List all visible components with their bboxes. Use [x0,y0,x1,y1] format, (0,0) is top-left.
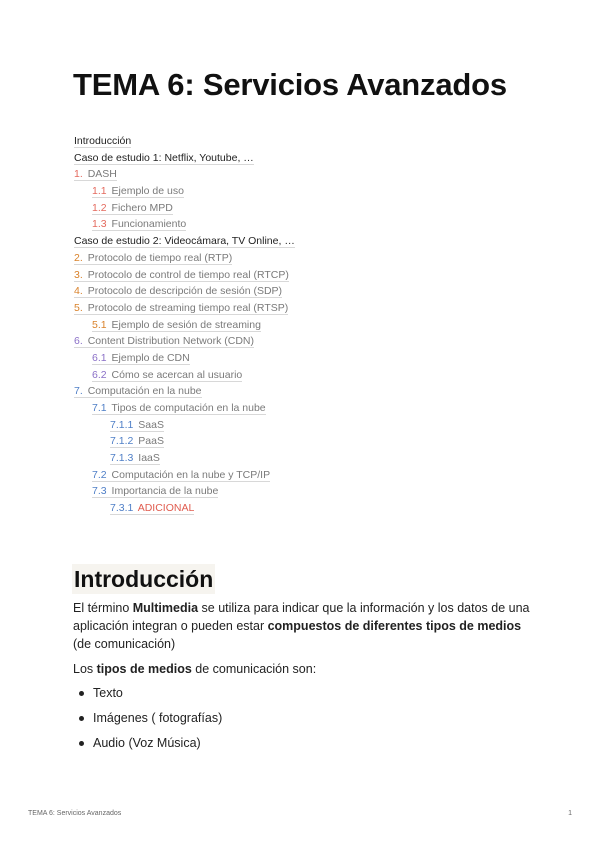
page-title: TEMA 6: Servicios Avanzados [73,67,507,102]
toc-text: Cómo se acercan al usuario [111,368,243,381]
toc-link[interactable] [74,385,202,398]
toc-link[interactable] [74,285,282,298]
toc-entry-1-3[interactable] [74,216,554,233]
toc-text: Computación en la nube y TCP/IP [111,468,271,481]
toc-link[interactable] [110,419,164,432]
list-item: Audio (Voz Música) [73,734,222,759]
bold-term: compuestos de diferentes tipos de medios [267,619,522,633]
toc-number: 1.1 [92,185,107,198]
page-number: 1 [568,810,572,817]
toc-number: 6.2 [92,368,107,381]
toc-text-adicional: ADICIONAL [137,502,195,515]
text-run: de comunicación son: [191,662,317,676]
toc-text: Introducción [74,135,132,147]
toc-entry-caso-2[interactable] [74,233,554,250]
toc-text: Protocolo de tiempo real (RTP) [87,251,233,264]
toc-entry-nube[interactable] [74,383,554,400]
toc-link[interactable] [74,168,117,181]
toc-entry-6-2[interactable] [74,367,554,384]
toc-link[interactable] [74,235,295,248]
toc-entry-6-1[interactable] [74,350,554,367]
toc-entry-dash[interactable] [74,166,554,183]
text-run: se utiliza para indicar que la información y los datos de una aplicación integran o pueden estar [73,601,530,633]
toc-number: 7.3.1 [110,502,134,515]
toc-text: Protocolo de streaming tiempo real (RTSP) [87,301,289,314]
media-types-list [73,684,222,759]
toc-number: 3. [74,268,83,281]
toc-link[interactable] [74,302,288,315]
toc-link[interactable] [92,352,190,365]
toc-entry-sdp[interactable] [74,283,554,300]
toc-entry-7-1-1[interactable] [74,417,554,434]
list-item: Imágenes ( fotografías) [73,709,222,734]
media-types-paragraph [73,660,533,678]
toc-entry-5-1[interactable] [74,317,554,334]
toc-link[interactable] [74,152,254,165]
toc-text: Content Distribution Network (CDN) [87,335,254,348]
toc-text: Ejemplo de CDN [111,351,190,364]
toc-number: 1. [74,168,83,181]
table-of-contents [74,133,554,517]
bold-term: Multimedia [132,601,199,615]
toc-entry-introduccion[interactable] [74,133,554,150]
toc-number: 4. [74,285,83,298]
toc-text: Protocolo de control de tiempo real (RTCP) [87,268,289,281]
toc-entry-7-1[interactable] [74,400,554,417]
toc-text: DASH [87,168,117,181]
section-heading: Introducción [74,566,214,592]
toc-link[interactable] [110,502,194,515]
toc-number: 7.1.3 [110,452,134,465]
toc-number: 5. [74,301,83,314]
toc-text: Importancia de la nube [111,485,219,498]
list-item: Texto [73,684,222,709]
toc-text: SaaS [138,418,164,431]
toc-entry-1-1[interactable] [74,183,554,200]
toc-text: Caso de estudio 1: Netflix, Youtube, … [74,151,254,164]
toc-number: 7.2 [92,468,107,481]
toc-link[interactable] [92,369,242,382]
toc-entry-7-1-2[interactable] [74,433,554,450]
toc-entry-1-2[interactable] [74,200,554,217]
toc-number: 7.1 [92,402,107,414]
toc-number: 7.1.2 [110,435,134,448]
toc-entry-7-2[interactable] [74,467,554,484]
text-run: (de comunicación) [73,637,176,651]
toc-number: 2. [74,251,83,264]
toc-link[interactable] [74,269,289,282]
toc-entry-rtcp[interactable] [74,267,554,284]
toc-entry-rtsp[interactable] [74,300,554,317]
toc-link[interactable] [92,319,261,332]
text-run: Los [73,662,97,676]
toc-link[interactable] [92,469,270,482]
toc-number: 7.3 [92,485,107,498]
toc-text: Funcionamiento [111,218,187,231]
toc-link[interactable] [110,452,160,465]
toc-link[interactable] [92,402,266,415]
toc-text: Protocolo de descripción de sesión (SDP) [87,285,283,298]
toc-entry-7-3-1[interactable] [74,500,554,517]
toc-entry-caso-1[interactable] [74,150,554,167]
toc-text: Computación en la nube [87,385,202,398]
toc-entry-7-3[interactable] [74,483,554,500]
toc-link[interactable] [92,218,186,231]
toc-text: Tipos de computación en la nube [111,402,266,414]
toc-number: 1.3 [92,218,107,231]
toc-link[interactable] [74,252,232,265]
bold-term: tipos de medios [96,662,192,676]
toc-text: Fichero MPD [111,201,173,214]
toc-entry-rtp[interactable] [74,250,554,267]
text-run: El término [73,601,133,615]
toc-number: 7.1.1 [110,418,134,431]
toc-text: Ejemplo de sesión de streaming [111,318,261,331]
footer-title: TEMA 6: Servicios Avanzados [28,810,122,817]
toc-link[interactable] [74,135,131,148]
toc-text: IaaS [138,452,160,465]
toc-text: Caso de estudio 2: Videocámara, TV Online, … [74,235,295,248]
toc-link[interactable] [92,485,218,498]
toc-entry-7-1-3[interactable] [74,450,554,467]
toc-text: PaaS [138,435,164,448]
intro-paragraph [73,599,533,653]
toc-entry-cdn[interactable] [74,333,554,350]
toc-number: 6.1 [92,351,107,364]
toc-number: 6. [74,335,83,348]
toc-link[interactable] [92,185,184,198]
toc-link[interactable] [110,435,164,448]
toc-link[interactable] [92,202,173,215]
toc-text: Ejemplo de uso [111,185,184,198]
toc-number: 1.2 [92,201,107,214]
toc-number: 5.1 [92,318,107,331]
toc-number: 7. [74,385,83,398]
toc-link[interactable] [74,335,254,348]
